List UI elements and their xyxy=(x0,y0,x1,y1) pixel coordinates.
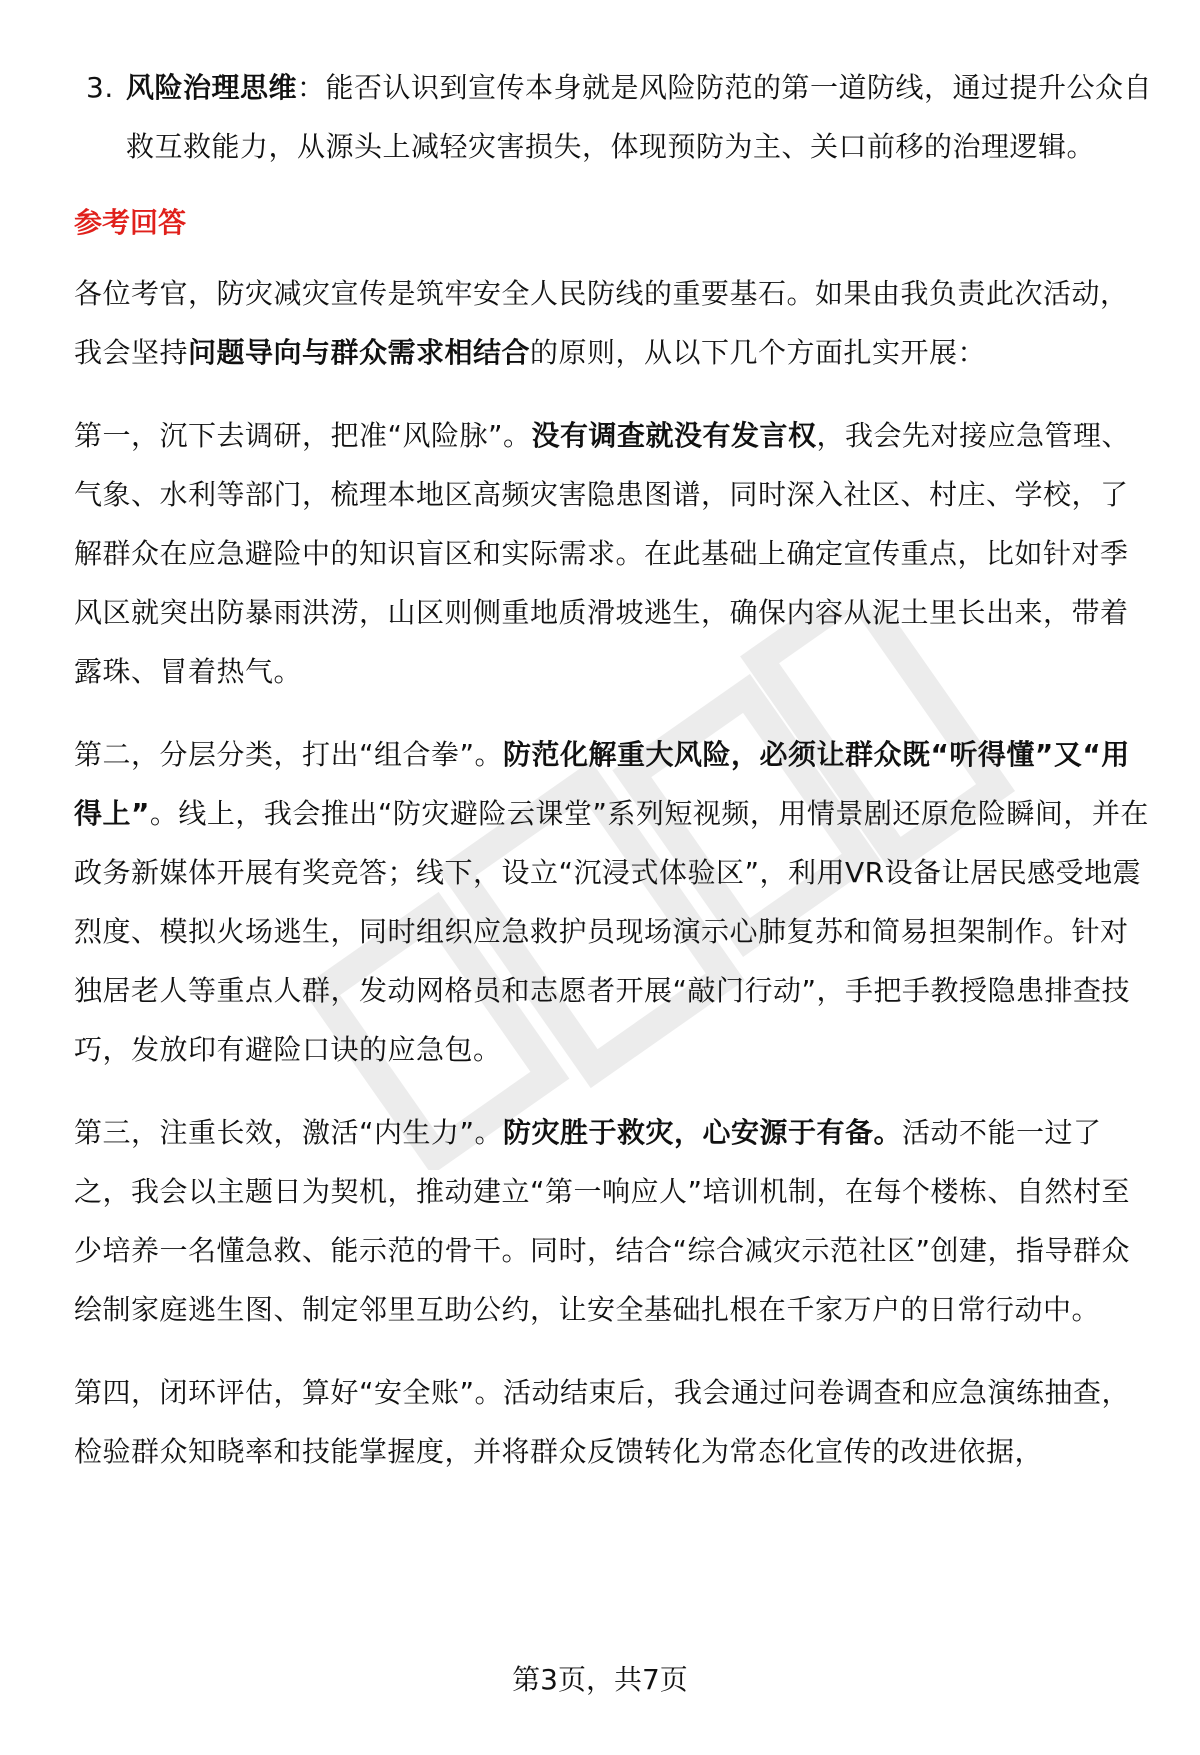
p2-text-1: 第二，分层分类，打出“组合拳”。 xyxy=(74,738,504,771)
p2-text-2: 。线上，我会推出“防灾避险云课堂”系列短视频，用情景剧还原危险瞬间，并在政务新媒体开展有奖竞答；线下，设立“沉浸式体验区”，利用VR设备让居民感受地震烈度、模拟火场逃生，同时组织应急救护员现场演示心肺复苏和简易担架制作。针对独居老人等重点人群，发动网格员和志愿者开展“敲门行动”，手把手教授隐患排查技巧，发放印有避险口诀的应急包。 xyxy=(74,797,1149,1066)
list-item-3 xyxy=(74,58,1154,176)
paragraph-4 xyxy=(74,1363,1154,1481)
list-item-body xyxy=(126,58,1154,176)
intro-paragraph xyxy=(74,264,1154,382)
intro-text-1: 各位考官，防灾减灾宣传是筑牢安全人民防线的重要基石。如果由我负责此次活动，我会坚持 xyxy=(74,277,1129,369)
p1-text-1: 第一，沉下去调研，把准“风险脉”。 xyxy=(74,419,532,452)
section-title: 参考回答 xyxy=(74,206,187,239)
paragraph-1 xyxy=(74,406,1154,701)
p3-bold: 防灾胜于救灾，心安源于有备。 xyxy=(503,1116,903,1149)
p1-bold: 没有调查就没有发言权 xyxy=(531,419,817,452)
page-footer: 第3页，共7页 xyxy=(512,1663,688,1696)
p4-text-1: 第四，闭环评估，算好“安全账”。活动结束后，我会通过问卷调查和应急演练抽查，检验群众知晓率和技能掌握度，并将群众反馈转化为常态化宣传的改进依据， xyxy=(74,1376,1131,1468)
list-item-title: 风险治理思维 xyxy=(126,71,298,104)
paragraph-2 xyxy=(74,725,1154,1079)
paragraph-3 xyxy=(74,1103,1154,1339)
p3-text-2: 活动不能一过了之，我会以主题日为契机，推动建立“第一响应人”培训机制，在每个楼栋、自然村至少培养一名懂急救、能示范的骨干。同时，结合“综合减灾示范社区”创建，指导群众绘制家庭逃生图、制定邻里互助公约，让安全基础扎根在千家万户的日常行动中。 xyxy=(74,1116,1131,1326)
intro-bold: 问题导向与群众需求相结合 xyxy=(188,336,531,369)
list-number: 3. xyxy=(86,71,114,104)
p2-bold: 防范化解重大风险，必须让群众既“听得懂”又“用得上” xyxy=(74,738,1130,830)
p3-text-1: 第三，注重长效，激活“内生力”。 xyxy=(74,1116,504,1149)
intro-text-2: 的原则，从以下几个方面扎实开展： xyxy=(530,336,987,369)
p1-text-2: ，我会先对接应急管理、气象、水利等部门，梳理本地区高频灾害隐患图谱，同时深入社区、村庄、学校，了解群众在应急避险中的知识盲区和实际需求。在此基础上确定宣传重点，比如针对季风区就突出防暴雨洪涝，山区则侧重地质滑坡逃生，确保内容从泥土里长出来，带着露珠、冒着热气。 xyxy=(74,419,1131,688)
list-item-text: ：能否认识到宣传本身就是风险防范的第一道防线，通过提升公众自救互救能力，从源头上减轻灾害损失，体现预防为主、关口前移的治理逻辑。 xyxy=(126,71,1153,163)
content-area xyxy=(74,58,1154,1505)
